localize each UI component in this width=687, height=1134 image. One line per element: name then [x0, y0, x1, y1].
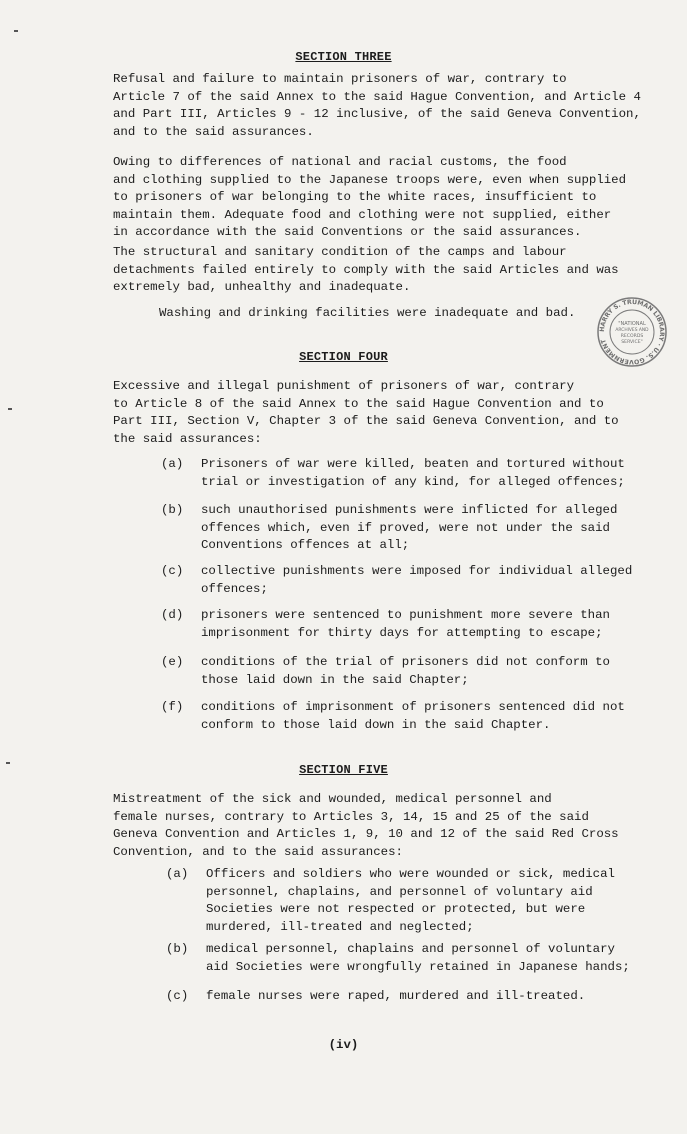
section-four-intro: Excessive and illegal punishment of prisoners of war, contrary to Article 8 of the said Annex to the said Hague Convention and to Part III, Section V, Chapter 3 of the said Geneva Convention, and to the said assurances: [113, 379, 619, 446]
stamp-line-4: SERVICE" [621, 340, 643, 345]
scan-mark [14, 30, 18, 32]
section-three-paragraph-4: Washing and drinking facilities were inadequate and bad. [159, 306, 576, 320]
item-label: (c) [161, 564, 184, 578]
item-label: (f) [161, 700, 184, 714]
scan-mark [8, 408, 12, 410]
item-label: (a) [166, 867, 189, 881]
section-four-heading: SECTION FOUR [299, 350, 388, 364]
scan-mark [6, 762, 10, 764]
item-label: (c) [166, 989, 189, 1003]
section-three-paragraph-2: Owing to differences of national and racial customs, the food and clothing supplied to the Japanese troops were, even when supplied to prisoners of war belonging to the white races, insufficient to maintain them. Adequate food and clothing were not supplied, either in accordance with the said Conventions or the said assurances. [113, 155, 627, 239]
item-label: (b) [161, 503, 184, 517]
item-label: (d) [161, 608, 184, 622]
item-text: female nurses were raped, murdered and ill-treated. [206, 989, 586, 1003]
item-text: collective punishments were imposed for individual alleged offences; [201, 564, 633, 596]
item-text: conditions of the trial of prisoners did not conform to those laid down in the said Chapter; [201, 655, 610, 687]
page-number: (iv) [328, 1038, 359, 1052]
section-three-paragraph-3: The structural and sanitary condition of the camps and labour detachments failed entirely to comply with the said Articles and was extremely bad, unhealthy and inadequate. [113, 245, 619, 294]
item-label: (a) [161, 457, 184, 471]
item-text: medical personnel, chaplains and personnel of voluntary aid Societies were wrongfully retained in Japanese hands; [206, 942, 630, 974]
section-three-paragraph-1: Refusal and failure to maintain prisoners of war, contrary to Article 7 of the said Annex to the said Hague Convention, and Article 4 and Part III, Articles 9 - 12 inclusive, of the said Geneva Convention, and to the said assurances. [113, 72, 641, 139]
item-text: Officers and soldiers who were wounded or sick, medical personnel, chaplains, and personnel of voluntary aid Societies were not respected or protected, but were murdered, ill-treated and neglected; [206, 867, 615, 934]
stamp-line-3: RECORDS [620, 334, 644, 339]
item-text: such unauthorised punishments were inflicted for alleged offences which, even if proved, were not under the said Conventions offences at all; [201, 503, 618, 552]
section-five-intro: Mistreatment of the sick and wounded, medical personnel and female nurses, contrary to Articles 3, 14, 15 and 25 of the said Geneva Convention and Articles 1, 9, 10 and 12 of the said Red Cross Convention, and to the said assurances: [113, 792, 619, 859]
item-text: Prisoners of war were killed, beaten and tortured without trial or investigation of any kind, for alleged offences; [201, 457, 625, 489]
item-label: (e) [161, 655, 184, 669]
stamp-line-2: ARCHIVES AND [615, 328, 649, 333]
section-three-heading: SECTION THREE [295, 50, 392, 64]
item-text: prisoners were sentenced to punishment more severe than imprisonment for thirty days for attempting to escape; [201, 608, 610, 640]
section-five-heading: SECTION FIVE [299, 763, 388, 777]
stamp-line-1: "NATIONAL [618, 321, 646, 327]
item-label: (b) [166, 942, 189, 956]
item-text: conditions of imprisonment of prisoners sentenced did not conform to those laid down in the said Chapter. [201, 700, 625, 732]
stamp-ring-text: HARRY S. TRUMAN LIBRARY · U.S. GOVERNMENT [598, 298, 666, 366]
